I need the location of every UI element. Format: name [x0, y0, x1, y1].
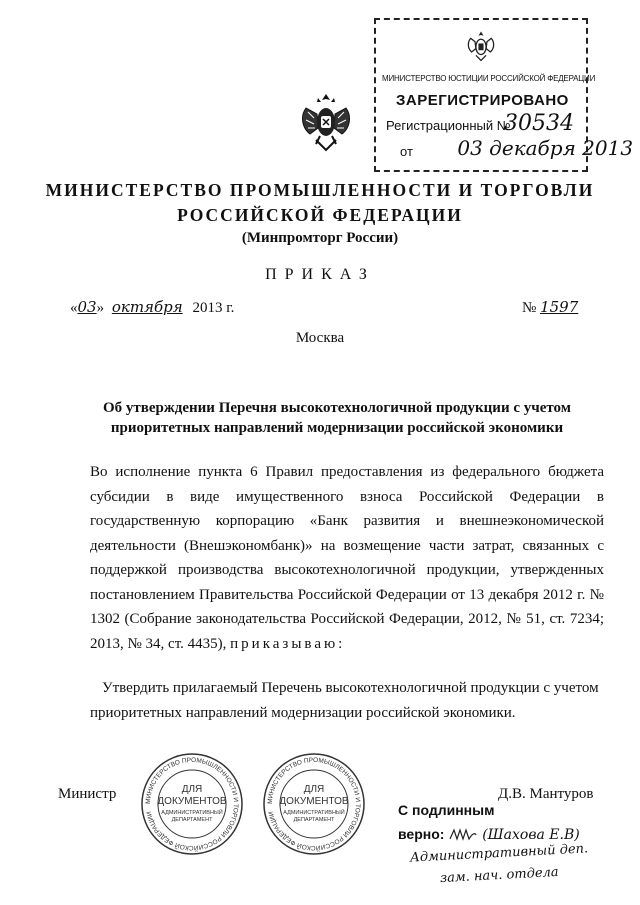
- registration-stamp: [374, 18, 634, 172]
- registration-date: 03 декабря 2013: [457, 136, 634, 160]
- justice-ministry-label: МИНИСТЕРСТВО ЮСТИЦИИ РОССИЙСКОЙ ФЕДЕРАЦИИ: [382, 74, 596, 83]
- svg-text:АДМИНИСТРАТИВНЫЙ: АДМИНИСТРАТИВНЫЙ: [161, 810, 223, 816]
- svg-text:МИНИСТЕРСТВО ПРОМЫШЛЕННОСТИ И: МИНИСТЕРСТВО ПРОМЫШЛЕННОСТИ И ТОРГОВЛИ РОССИЙСКОЙ ФЕДЕРАЦИИ: [144, 756, 240, 852]
- document-type: ПРИКАЗ: [265, 266, 375, 283]
- order-city: Москва: [295, 330, 345, 346]
- svg-text:ДОКУМЕНТОВ: ДОКУМЕНТОВ: [279, 796, 349, 807]
- double-eagle-emblem-icon: [464, 28, 498, 64]
- svg-text:ДЛЯ: ДЛЯ: [303, 784, 325, 795]
- order-subject: Об утверждении Перечня высокотехнологичной продукции с учетом приоритетных направлений модернизации российской экономики: [103, 400, 571, 436]
- coat-of-arms-icon: [300, 92, 352, 156]
- registration-number-label: Регистрационный №: [386, 118, 511, 133]
- certification-line-1: С подлинным: [398, 802, 495, 818]
- certification-line-2: верно: (Шахова Е.В): [398, 826, 580, 843]
- order-verb: приказываю:: [230, 635, 346, 652]
- documents-seal-icon: [140, 752, 244, 856]
- signatory-name: Д.В. Мантуров: [498, 786, 594, 802]
- body-paragraph-2: Утвердить прилагаемый Перечень высокотехнологичной продукции с учетом приоритетных направлений модернизации российской экономики.: [90, 680, 599, 721]
- svg-text:ДОКУМЕНТОВ: ДОКУМЕНТОВ: [157, 796, 227, 807]
- order-number: № 1597: [522, 298, 579, 316]
- handwritten-signature-icon: [448, 827, 478, 843]
- svg-text:ДЕПАРТАМЕНТ: ДЕПАРТАМЕНТ: [293, 817, 335, 823]
- svg-text:ДЛЯ: ДЛЯ: [181, 784, 203, 795]
- order-date: «03» октября 2013 г.: [70, 298, 235, 316]
- svg-text:ДЕПАРТАМЕНТ: ДЕПАРТАМЕНТ: [171, 817, 213, 823]
- documents-seal-icon: [262, 752, 366, 856]
- registration-number: 30534: [504, 111, 574, 136]
- svg-text:АДМИНИСТРАТИВНЫЙ: АДМИНИСТРАТИВНЫЙ: [283, 810, 345, 816]
- certifier-department-note: Административный деп.: [409, 841, 589, 866]
- signatory-title: Министр: [58, 786, 117, 802]
- registered-label: ЗАРЕГИСТРИРОВАНО: [396, 92, 569, 109]
- body-paragraph-1: Во исполнение пункта 6 Правил предоставления из федерального бюджета субсидии в виде имущественного взноса Российской Федерации в государственную корпорацию «Банк развития и внешнеэкономической деятельности (Внешэкономбанк)» на возмещение части затрат, связанных с поддержкой производства высокотехнологичной продукции, утвержденных постановлением Правительства Российской Федерации от 13 декабря 2012 г. № 1302 (Собрание законодательства Российской Федерации, 2012, № 51, ст. 7234; 2013, № 34, ст. 4435), приказываю:: [90, 464, 604, 652]
- ministry-title: МИНИСТЕРСТВО ПРОМЫШЛЕННОСТИ И ТОРГОВЛИ РОССИЙСКОЙ ФЕДЕРАЦИИ: [45, 180, 595, 225]
- ministry-short-name: (Минпромторг России): [241, 230, 399, 246]
- svg-text:МИНИСТЕРСТВО ПРОМЫШЛЕННОСТИ И: МИНИСТЕРСТВО ПРОМЫШЛЕННОСТИ И ТОРГОВЛИ РОССИЙСКОЙ ФЕДЕРАЦИИ: [266, 756, 362, 852]
- registration-date-label: от: [400, 144, 413, 159]
- certifier-position-note: зам. нач. отдела: [439, 864, 559, 887]
